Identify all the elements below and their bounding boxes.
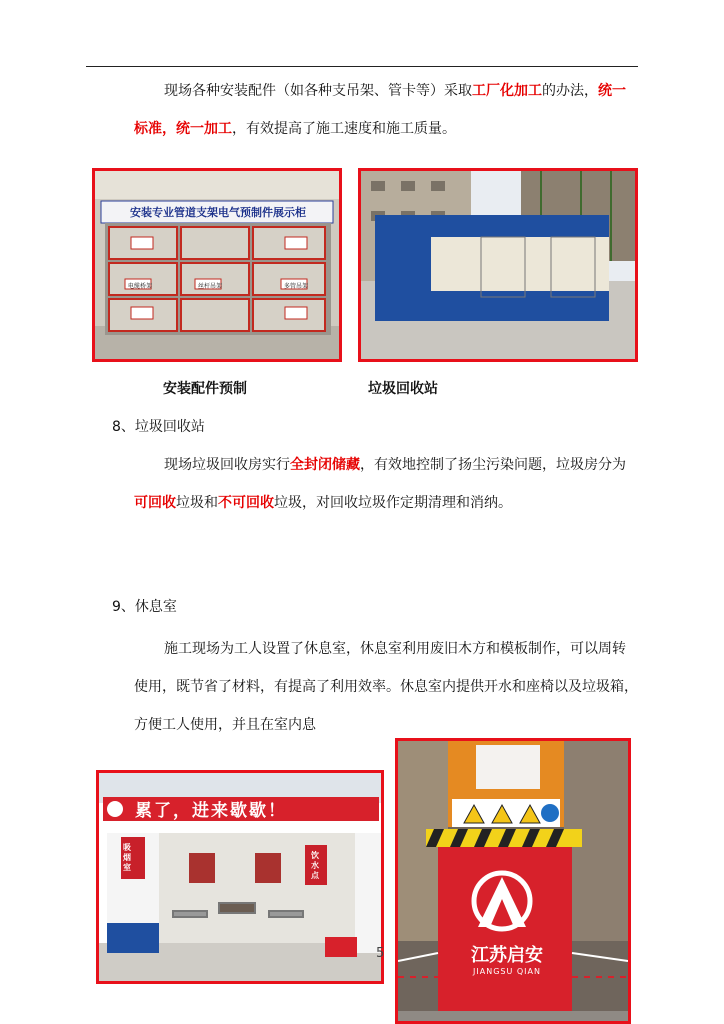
rest-paragraph: [134, 630, 638, 744]
cabinet-illustration: [95, 171, 339, 359]
cabinet-label: 电缆桥架: [127, 283, 152, 290]
text: 施工现场为工人设置了休息室，休息室利用废旧木方和模板制作，可以周转使用，既节省了材料，有提高了利用效率。休息室内提供开水和座椅以及垃圾箱，方便工人使用，并且在室内息: [134, 641, 638, 733]
page-number: 5: [376, 946, 385, 961]
text: 垃圾和: [176, 495, 218, 511]
entrance-booth-illustration: [398, 741, 628, 1021]
cabinet-label: 丝杆吊架: [197, 283, 222, 290]
caption-install: 安装配件预制: [163, 381, 247, 397]
photo-entrance-booth: [395, 738, 631, 1024]
booth-brand-text: 江苏启安: [471, 945, 543, 966]
text: 的办法，: [542, 83, 598, 99]
rest-side-right-text: 饮水点: [311, 851, 319, 880]
section-heading-rest: 9、休息室: [112, 599, 177, 615]
rest-banner-text: 累了，进来歇歇！: [135, 801, 287, 821]
highlight-text: 不可回收: [218, 495, 274, 511]
text: 垃圾，对回收垃圾作定期清理和消纳。: [274, 495, 512, 511]
install-paragraph: [134, 72, 638, 148]
rest-side-left-text: 吸烟室: [123, 843, 131, 872]
text: ，有效提高了施工速度和施工质量。: [232, 121, 456, 137]
cabinet-label: 多管吊架: [283, 283, 308, 290]
text: ，有效地控制了扬尘污染问题，垃圾房分为: [360, 457, 626, 473]
highlight-text: 全封闭储藏: [290, 457, 360, 473]
garbage-station-illustration: [361, 171, 635, 359]
section-heading-garbage: 8、垃圾回收站: [112, 419, 205, 435]
highlight-text: 工厂化加工: [472, 83, 542, 99]
highlight-text: 可回收: [134, 495, 176, 511]
booth-brand-en-text: JIANGSU QIAN: [473, 967, 541, 976]
photo-rest-room: [96, 770, 384, 984]
photo-install-cabinet: [92, 168, 342, 362]
top-rule: [86, 66, 638, 67]
text: 现场垃圾回收房实行: [164, 457, 290, 473]
text: 现场各种安装配件（如各种支吊架、管卡等）采取: [164, 83, 472, 99]
garbage-paragraph: [134, 446, 638, 522]
photo-garbage-station: [358, 168, 638, 362]
cabinet-sign-text: 安装专业管道支架电气预制件展示柜: [130, 206, 306, 219]
caption-garbage: 垃圾回收站: [368, 381, 438, 397]
highlight-text: 统一标准，统一加工: [134, 83, 626, 137]
